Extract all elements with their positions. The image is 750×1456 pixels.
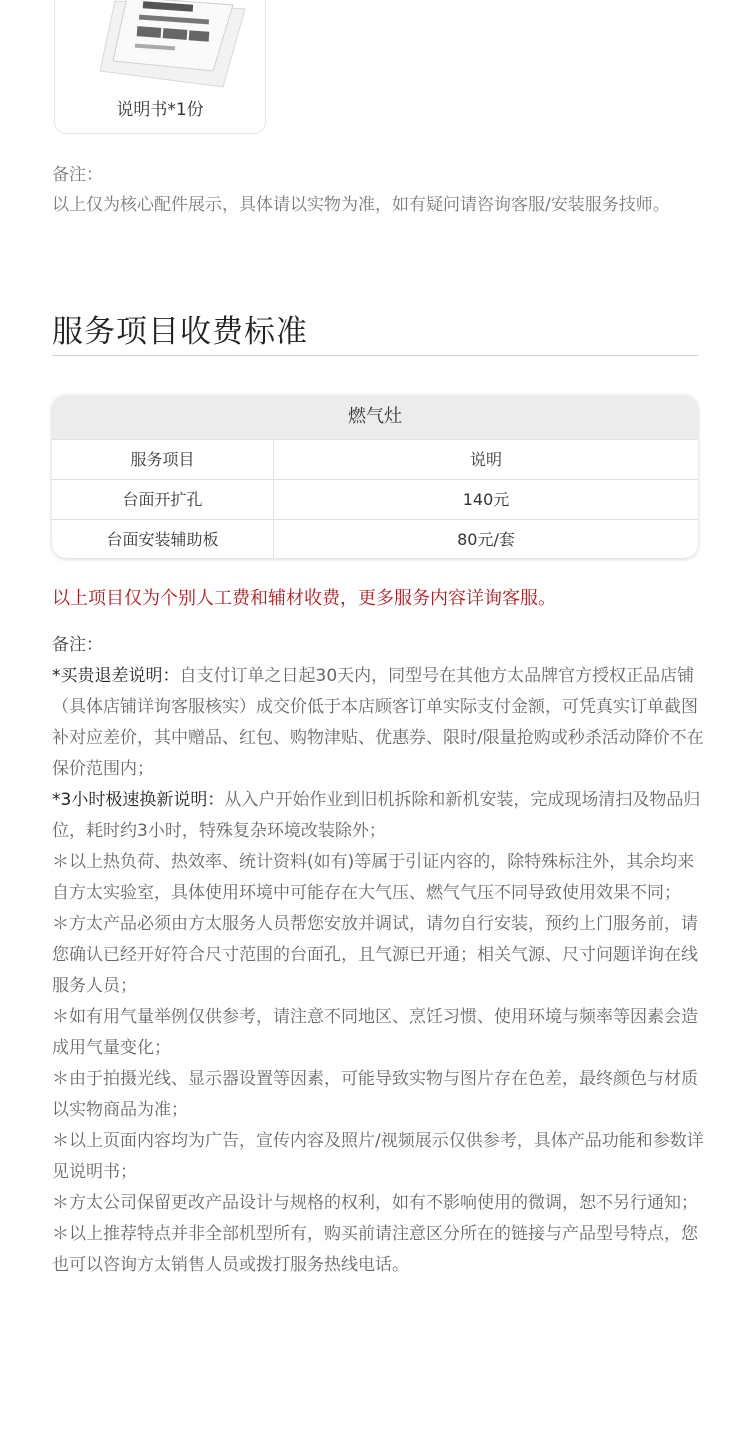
note-text: 以上仅为核心配件展示，具体请以实物为准，如有疑问请咨询客服/安装服务技师。 bbox=[52, 195, 670, 215]
header-description: 说明 bbox=[469, 450, 502, 469]
accessory-label: 说明书*1份 bbox=[116, 100, 204, 120]
row-service-item: 台面安装辅助板 bbox=[52, 520, 274, 558]
remark-item: ＊以上页面内容均为广告，宣传内容及照片/视频展示仅供参考，具体产品功能和参数详见说明书； bbox=[52, 1131, 704, 1182]
remarks-label: 备注： bbox=[52, 635, 103, 655]
remark-item: ＊方太产品必须由方太服务人员帮您安放并调试，请勿自行安装，预约上门服务前，请您确认已经开好符合尺寸范围的台面孔，且气源已开通；相关气源、尺寸问题详询在线服务人员； bbox=[52, 914, 698, 996]
remark-item: ＊以上推荐特点并非全部机型所有，购买前请注意区分所在的链接与产品型号特点，您也可以咨询方太销售人员或拨打服务热线电话。 bbox=[52, 1224, 698, 1275]
price-protection-lead: *买贵退差说明： bbox=[52, 666, 180, 686]
accessory-card-manual bbox=[54, 0, 266, 134]
quick-replace-note bbox=[52, 785, 704, 847]
table-caption: 燃气灶 bbox=[52, 395, 698, 439]
remark-item: ＊由于拍摄光线、显示器设置等因素，可能导致实物与图片存在色差，最终颜色与材质以实物商品为准； bbox=[52, 1069, 698, 1120]
accessory-note bbox=[52, 160, 702, 220]
quick-replace-lead: *3小时极速换新说明： bbox=[52, 790, 225, 810]
section-divider bbox=[52, 355, 698, 356]
table-row bbox=[52, 519, 698, 558]
price-protection-note bbox=[52, 661, 704, 785]
note-label: 备注： bbox=[52, 165, 103, 185]
header-service-item: 服务项目 bbox=[52, 440, 274, 479]
remark-item: ＊以上热负荷、热效率、统计资料(如有)等属于引证内容的，除特殊标注外，其余均来自方太实验室，具体使用环境中可能存在大气压、燃气气压不同导致使用效果不同； bbox=[52, 852, 695, 903]
row-service-item: 台面开扩孔 bbox=[52, 480, 274, 519]
remarks-section bbox=[52, 630, 704, 1281]
table-row bbox=[52, 479, 698, 519]
price-protection-text: 自支付订单之日起30天内，同型号在其他方太品牌官方授权正品店铺（具体店铺详询客服核实）成交价低于本店顾客订单实际支付金额，可凭真实订单截图补对应差价，其中赠品、红包、购物津贴、优惠券、限时/限量抢购或秒杀活动降价不在保价范围内； bbox=[52, 666, 704, 779]
table-header-row bbox=[52, 439, 698, 479]
row-price: 80元/套 bbox=[457, 530, 515, 549]
quick-replace-text: 从入户开始作业到旧机拆除和新机安装，完成现场清扫及物品归位，耗时约3小时，特殊复杂环境改装除外； bbox=[52, 790, 701, 841]
fee-disclaimer: 以上项目仅为个别人工费和辅材收费，更多服务内容详询客服。 bbox=[52, 588, 556, 609]
manual-booklet-image bbox=[55, 0, 265, 91]
service-fee-table bbox=[52, 395, 698, 558]
remark-item: ＊如有用气量举例仅供参考，请注意不同地区、烹饪习惯、使用环境与频率等因素会造成用气量变化； bbox=[52, 1007, 698, 1058]
section-title: 服务项目收费标准 bbox=[52, 314, 308, 350]
row-price: 140元 bbox=[462, 490, 510, 509]
remark-item: ＊方太公司保留更改产品设计与规格的权利，如有不影响使用的微调，恕不另行通知； bbox=[52, 1193, 698, 1213]
